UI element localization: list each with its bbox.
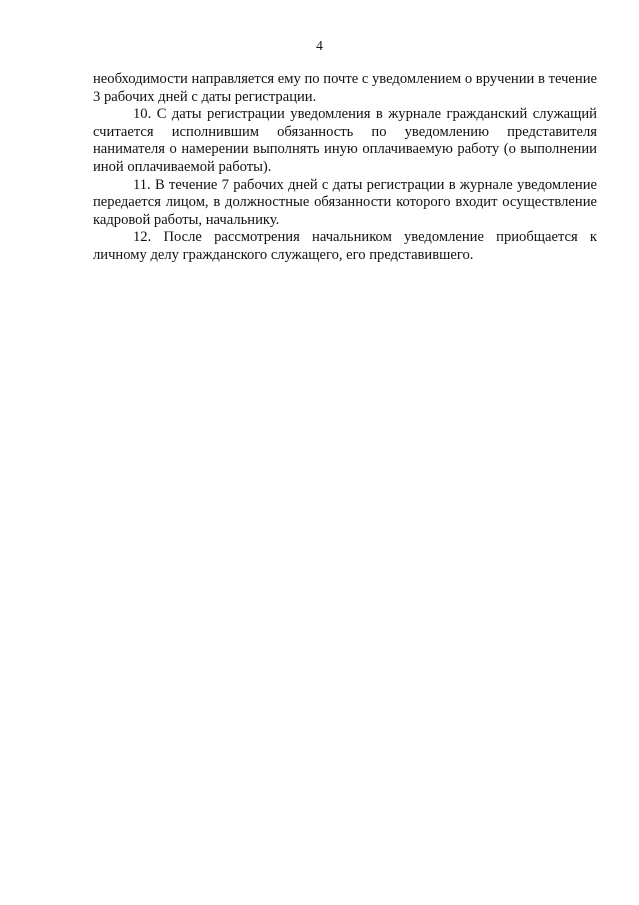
paragraph-item-11: 11. В течение 7 рабочих дней с даты регистрации в журнале уведомление передается лицом, в должностные обязанности которого входит осуществление кадровой работы, начальнику. bbox=[93, 176, 597, 228]
paragraph-item-12: 12. После рассмотрения начальником уведомление приобщается к личному делу гражданского служащего, его представившего. bbox=[93, 229, 597, 263]
paragraph-item-10: 10. С даты регистрации уведомления в журнале гражданский служащий считается исполнившим обязанность по уведомлению представителя нанимателя о намерении выполнять иную оплачиваемую работу (о выполнении иной оплачиваемой работы). bbox=[93, 106, 597, 175]
page-number: 4 bbox=[316, 38, 323, 53]
document-body bbox=[93, 71, 597, 265]
paragraph-continuation: необходимости направляется ему по почте с уведомлением о вручении в течение 3 рабочих дней с даты регистрации. bbox=[93, 71, 597, 105]
